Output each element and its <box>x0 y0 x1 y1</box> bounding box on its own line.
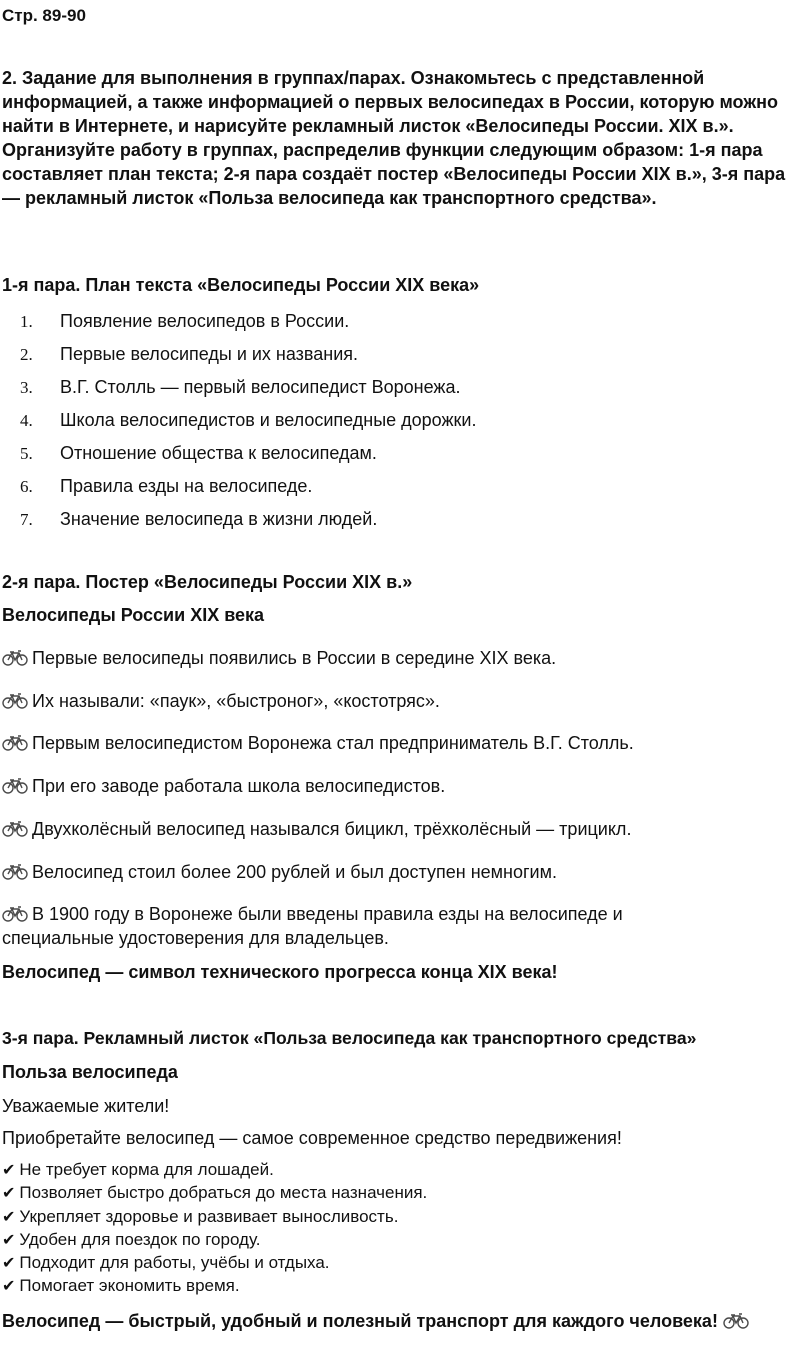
list-item: ✔ Подходит для работы, учёбы и отдыха. <box>2 1253 330 1273</box>
list-item: ✔ Помогает экономить время. <box>2 1276 240 1296</box>
list-item: 7. Значение велосипеда в жизни людей. <box>20 509 378 529</box>
bicycle-icon <box>2 906 28 922</box>
text-plan-list <box>0 305 800 536</box>
bicycle-icon <box>723 1313 749 1329</box>
list-item: В 1900 году в Воронеже были введены правила езды на велосипеде и специальные удостоверения для владельцев. <box>2 904 623 948</box>
list-item: 4. Школа велосипедистов и велосипедные дорожки. <box>20 410 477 430</box>
check-mark: ✔ <box>2 1253 16 1273</box>
bicycle-icon <box>2 864 28 880</box>
benefits-list <box>2 1158 798 1298</box>
leaflet-title: Польза велосипеда <box>2 1062 178 1082</box>
pair2-heading: 2-я пара. Постер «Велосипеды России XIX в.» <box>2 572 413 592</box>
list-item: Первые велосипеды появились в России в середине XIX века. <box>2 646 556 670</box>
bicycle-icon <box>2 735 28 751</box>
list-item: При его заводе работала школа велосипедистов. <box>2 774 445 798</box>
list-item: ✔ Не требует корма для лошадей. <box>2 1160 274 1179</box>
task-statement: 2. Задание для выполнения в группах/парах. Ознакомьтесь с представленной информацией, а также информацией о первых велосипедах в России, которую можно найти в Интернете, и нарисуйте рекламный листок «Велосипеды России. XIX в.». Организуйте работу в группах, распределив функции следующим образом: 1-я пара составляет план текста; 2-я пара создаёт постер «Велосипеды России XIX в.», 3-я пара — рекламный листок «Польза велосипеда как транспортного средства». <box>2 68 786 208</box>
poster-title: Велосипеды России XIX века <box>2 605 265 625</box>
list-item: 1. Появление велосипедов в России. <box>20 311 350 331</box>
list-item: 3. В.Г. Столль — первый велосипедист Воронежа. <box>20 377 461 397</box>
pair3-heading: 3-я пара. Рекламный листок «Польза велосипеда как транспортного средства» <box>2 1028 697 1048</box>
check-mark: ✔ <box>2 1276 16 1296</box>
list-item: 2. Первые велосипеды и их названия. <box>20 344 359 364</box>
poster-slogan: Велосипед — символ технического прогресса конца XIX века! <box>2 962 558 982</box>
check-mark: ✔ <box>2 1206 16 1226</box>
bicycle-icon <box>2 778 28 794</box>
list-item: ✔ Укрепляет здоровье и развивает выносливость. <box>2 1206 399 1226</box>
list-item: Двухколёсный велосипед назывался бицикл, трёхколёсный — трицикл. <box>2 817 631 841</box>
list-item: ✔ Удобен для поездок по городу. <box>2 1229 261 1249</box>
list-item: Велосипед стоил более 200 рублей и был доступен немногим. <box>2 860 557 884</box>
list-item: Первым велосипедистом Воронежа стал предприниматель В.Г. Столль. <box>2 731 634 755</box>
list-item: Их называли: «паук», «быстроног», «костотряс». <box>2 689 440 713</box>
list-item: ✔ Позволяет быстро добраться до места назначения. <box>2 1183 428 1203</box>
leaflet-final-slogan: Велосипед — быстрый, удобный и полезный транспорт для каждого человека! <box>2 1304 762 1338</box>
list-item: 6. Правила езды на велосипеде. <box>20 476 313 496</box>
check-mark: ✔ <box>2 1229 16 1249</box>
list-item: 5. Отношение общества к велосипедам. <box>20 443 377 463</box>
page-reference: Стр. 89-90 <box>2 6 86 25</box>
bicycle-icon <box>2 650 28 666</box>
pair1-heading: 1-я пара. План текста «Велосипеды России XIX века» <box>2 275 480 295</box>
check-mark: ✔ <box>2 1160 16 1179</box>
bicycle-icon <box>2 821 28 837</box>
leaflet-intro: Приобретайте велосипед — самое современное средство передвижения! <box>2 1128 622 1148</box>
leaflet-greeting: Уважаемые жители! <box>2 1096 170 1116</box>
check-mark: ✔ <box>2 1183 16 1203</box>
bicycle-icon <box>2 693 28 709</box>
